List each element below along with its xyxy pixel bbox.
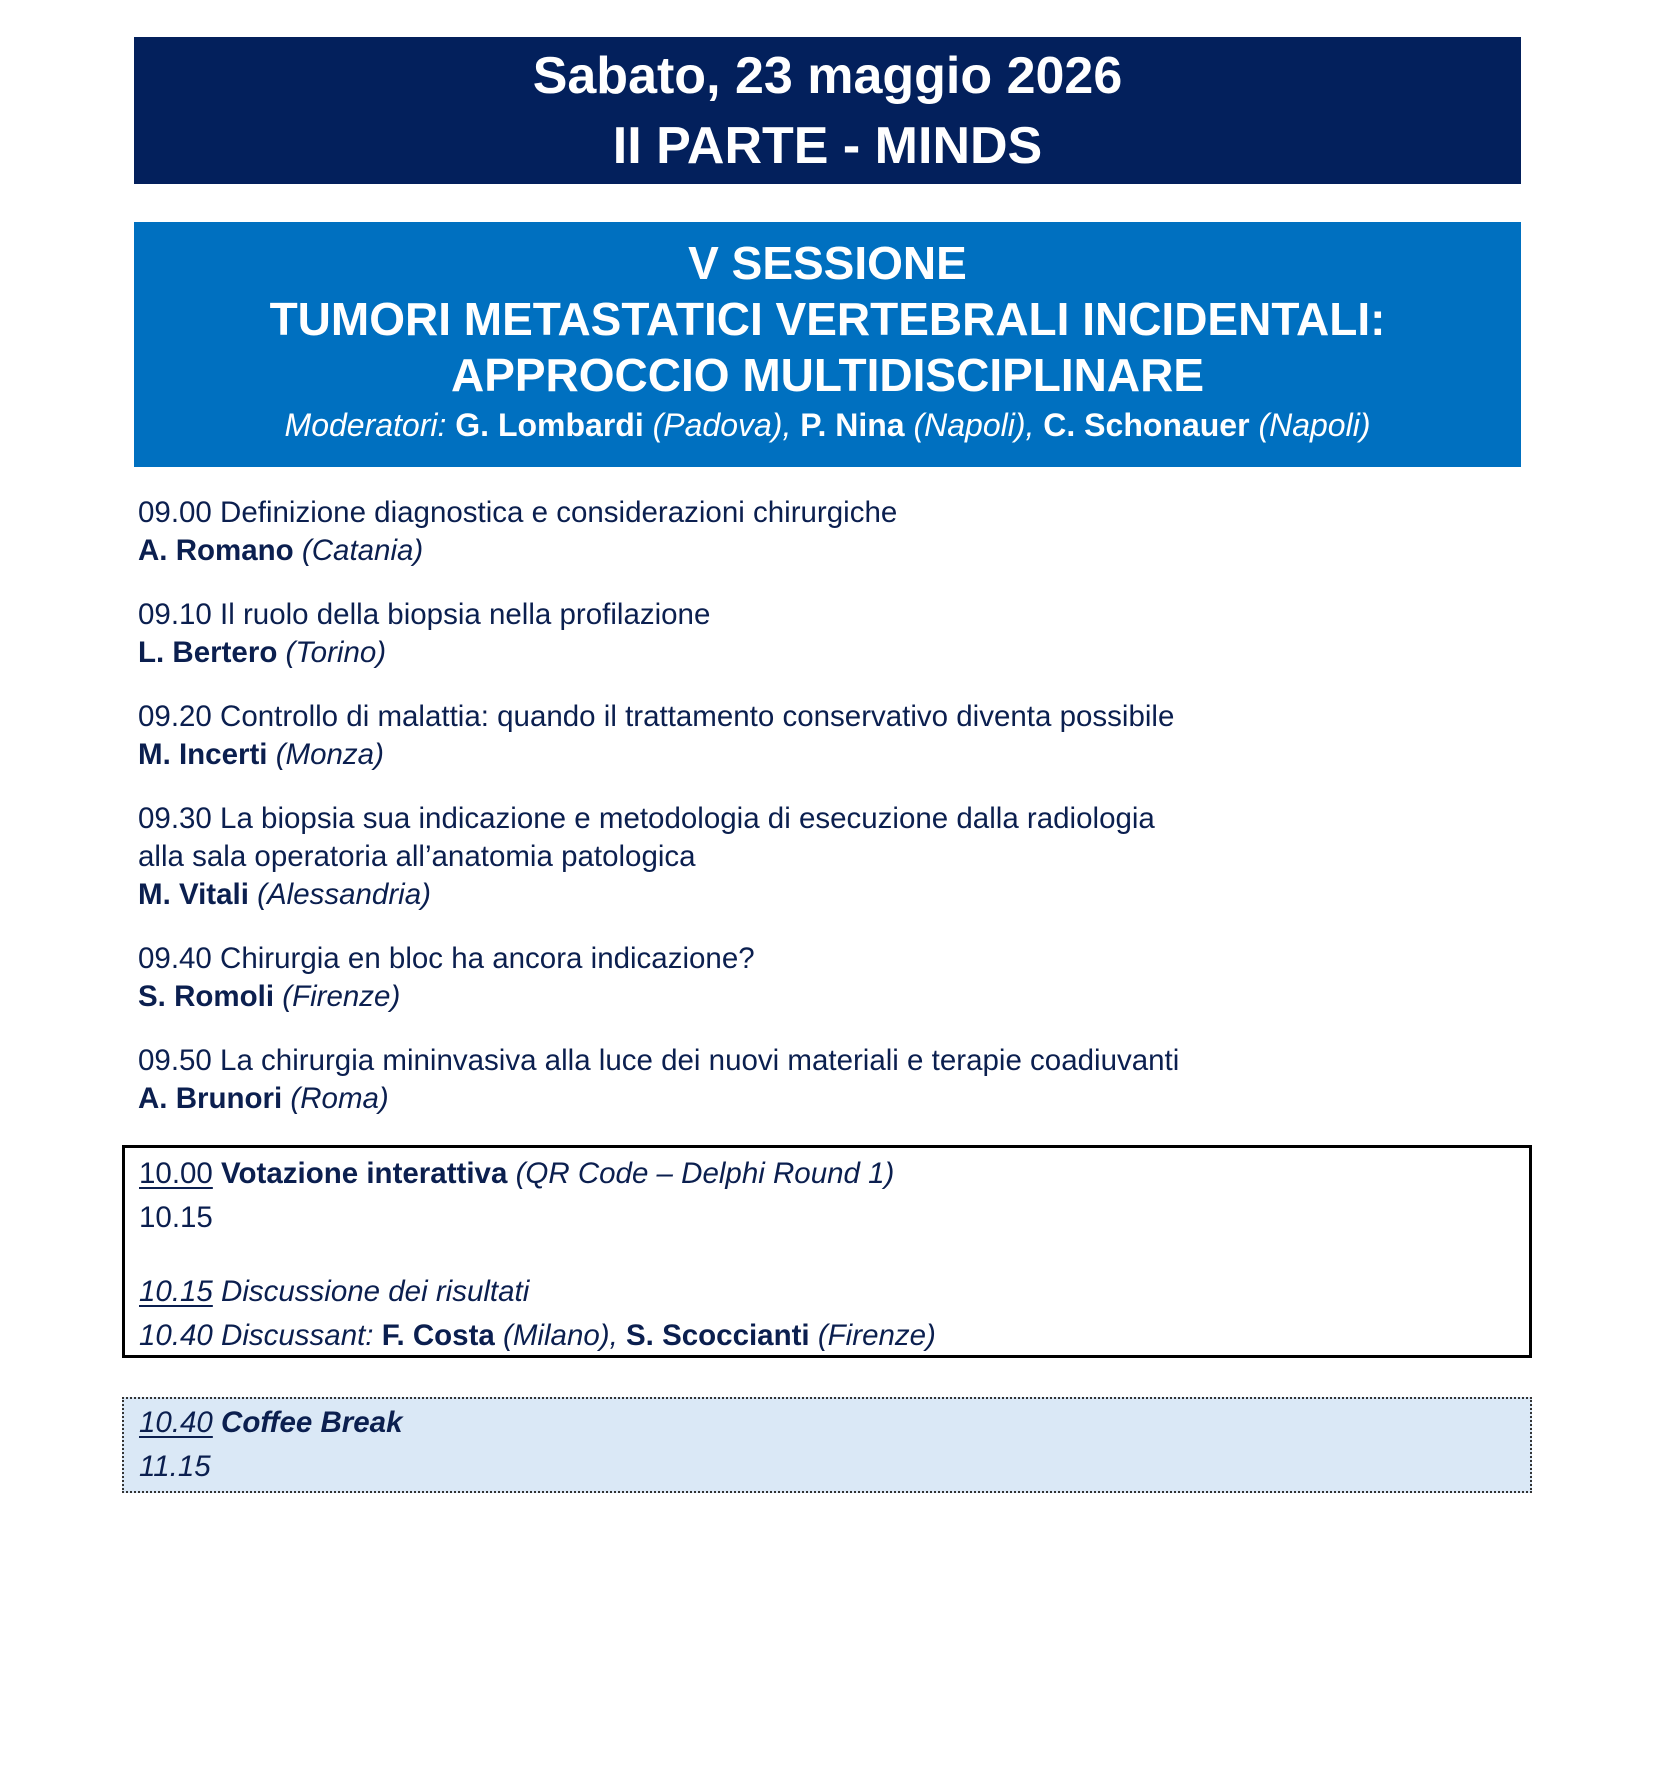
speaker-city: (Monza) (275, 738, 384, 771)
talk-time: 09.20 (138, 700, 212, 733)
vote-note: (QR Code – Delphi Round 1) (515, 1157, 895, 1190)
moderator-name: C. Schonauer (1043, 407, 1250, 443)
speaker-city: (Roma) (290, 1082, 389, 1115)
interactive-vote-box (122, 1145, 1532, 1358)
moderator (800, 407, 1043, 443)
speaker-city: (Firenze) (282, 980, 401, 1013)
day-header (134, 37, 1521, 184)
talk-title: Chirurgia en bloc ha ancora indicazione? (220, 942, 755, 975)
talk-time: 09.40 (138, 942, 212, 975)
separator: , (609, 1319, 626, 1352)
vote-start-time: 10.00 (139, 1157, 213, 1190)
speaker-name: M. Vitali (138, 878, 249, 911)
talk-item (138, 1042, 1518, 1118)
talk-title: Il ruolo della biopsia nella profilazione (220, 598, 711, 631)
talk-time: 09.50 (138, 1044, 212, 1077)
discussant-name: F. Costa (381, 1319, 495, 1352)
speaker-name: S. Romoli (138, 980, 275, 1013)
talk-item (138, 940, 1518, 1016)
moderators (134, 405, 1521, 445)
talk-time: 09.10 (138, 598, 212, 631)
session-title-line1: TUMORI METASTATICI VERTEBRALI INCIDENTALI: (269, 293, 1386, 345)
coffee-title: Coffee Break (221, 1406, 403, 1439)
moderator-name: G. Lombardi (455, 407, 644, 443)
talk-title: Definizione diagnostica e considerazioni chirurgiche (220, 496, 898, 529)
speaker-name: A. Brunori (138, 1082, 283, 1115)
session-number: V SESSIONE (688, 237, 967, 289)
vote-title: Votazione interattiva (221, 1157, 508, 1190)
discussion-start-time: 10.15 (139, 1275, 213, 1308)
talk-title: Controllo di malattia: quando il trattamento conservativo diventa possibile (220, 700, 1175, 733)
moderator-city: (Napoli) (1258, 407, 1371, 443)
talk-time: 09.30 (138, 802, 212, 835)
discussant-name: S. Scoccianti (626, 1319, 810, 1352)
coffee-start-time: 10.40 (139, 1406, 213, 1439)
moderator-city: (Padova) (652, 407, 783, 443)
moderator-name: P. Nina (800, 407, 905, 443)
talk-time: 09.00 (138, 496, 212, 529)
coffee-end-time: 11.15 (139, 1450, 211, 1483)
discussant-label: Discussant: (221, 1319, 374, 1352)
day-date: Sabato, 23 maggio 2026 (532, 47, 1123, 105)
moderator (455, 407, 800, 443)
speaker-name: A. Romano (138, 534, 294, 567)
separator: , (782, 407, 801, 443)
talk-title-continued: alla sala operatoria all’anatomia patologica (138, 840, 696, 873)
talk-item (138, 494, 1518, 570)
moderators-label: Moderatori: (284, 407, 447, 443)
session-header (134, 222, 1521, 467)
discussion-end-time: 10.40 (139, 1319, 213, 1352)
talk-title: La chirurgia mininvasiva alla luce dei nuovi materiali e terapie coadiuvanti (220, 1044, 1180, 1077)
moderator (1043, 407, 1370, 443)
speaker-city: (Catania) (301, 534, 424, 567)
discussant-city: (Milano) (503, 1319, 610, 1352)
speaker-name: L. Bertero (138, 636, 278, 669)
talk-item (138, 698, 1518, 774)
day-part: II PARTE - MINDS (612, 117, 1043, 175)
separator: , (1025, 407, 1044, 443)
coffee-break-box (122, 1397, 1532, 1493)
talk-title: La biopsia sua indicazione e metodologia di esecuzione dalla radiologia (220, 802, 1155, 835)
program-list (138, 494, 1518, 1144)
speaker-name: M. Incerti (138, 738, 268, 771)
discussant-city: (Firenze) (817, 1319, 936, 1352)
talk-item (138, 800, 1518, 914)
vote-end-time: 10.15 (139, 1201, 213, 1234)
speaker-city: (Alessandria) (257, 878, 431, 911)
session-title-line2: APPROCCIO MULTIDISCIPLINARE (450, 349, 1205, 401)
talk-item (138, 596, 1518, 672)
speaker-city: (Torino) (285, 636, 387, 669)
moderator-city: (Napoli) (913, 407, 1026, 443)
discussion-title: Discussione dei risultati (221, 1275, 530, 1308)
